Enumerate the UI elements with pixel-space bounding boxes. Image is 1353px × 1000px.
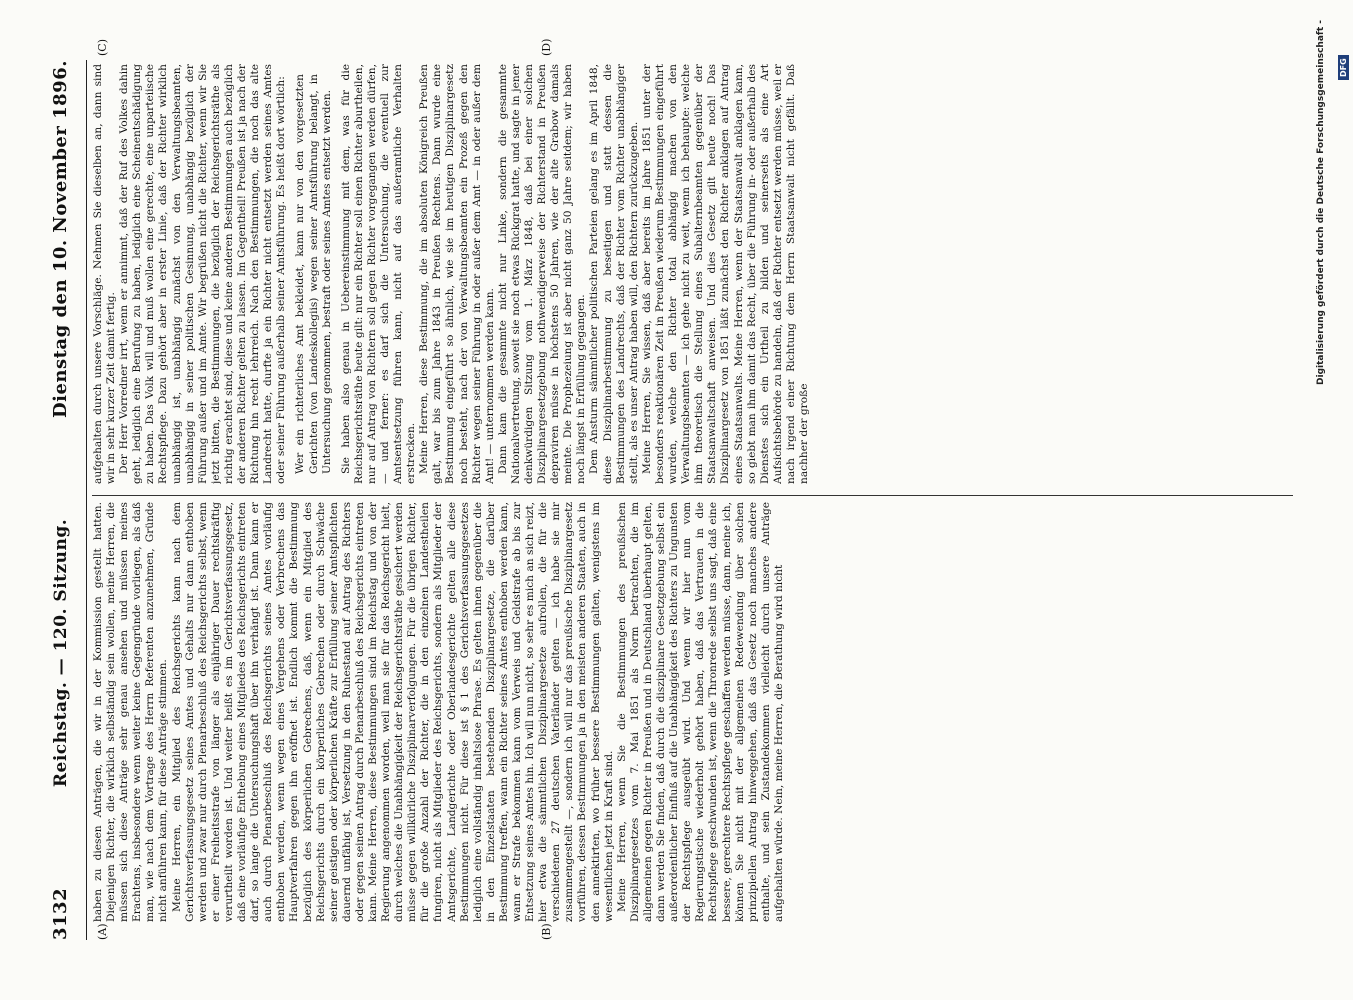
page-header [50,60,80,940]
paragraph: Meine Herren, ein Mitglied des Reichsgerichts kann nach dem Gerichtsverfassungsgesetz seines Amtes und Gehalts nur dann enthoben werden und zwar nur durch Plenarbeschluß des Reichsgerichts selbst, wenn er einer Freiheitsstrafe von länger als einjähriger Dauer rechtskräftig verurtheilt worden ist. Und weiter heißt es im Gerichtsverfassungsgesetz, daß eine vorläufige Enthebung eines Mitgliedes des Reichsgerichts eintreten darf, so lange die Untersuchungshaft über ihn verhängt ist. Dann kann er auch durch Plenarbeschluß des Reichsgerichts seines Amtes vorläufig enthoben werden, wenn wegen eines Vergehens oder Verbrechens das Hauptverfahren gegen ihn eröffnet ist. Endlich kommt die Bestimmung bezüglich des körperlichen Gebrechens, daß, wenn ein Mitglied des Reichsgerichts durch ein körperliches Gebrechen oder durch Schwäche seiner geistigen oder körperlichen Kräfte zur Erfüllung seiner Amtspflichten dauernd unfähig ist, Versetzung in den Ruhestand auf Antrag des Richters oder gegen seinen Antrag durch Plenarbeschluß des Reichsgerichts eintreten kann. Meine Herren, diese Bestimmungen sind im Reichstag und von der Regierung angenommen worden, weil man sie für das Reichsgericht hielt, durch welches die Unabhängigkeit der Reichsgerichtsräthe gesichert werden müsse gegen willkürliche Disziplinarverfolgungen. Für die übrigen Richter, für die große Anzahl der Richter, die in den einzelnen Landestheilen fungiren, nicht als Mitglieder des Reichsgerichts, sondern als Mitglieder der Amtsgerichte, Landgerichte oder Oberlandesgerichte gelten alle diese Bestimmungen nicht. Für diese ist § 1 des Gerichtsverfassungsgesetzes lediglich eine vollständig inhaltslose Phrase. Es gelten ihnen gegenüber die in den Einzelstaaten bestehenden Disziplinargesetze, die darüber Bestimmung treffen, wann ein Richter seines Amtes enthoben werden kann, wann er Strafe bekommen kann vom Verweis und Geldstrafe ab bis zur Entsetzung seines Amtes hin. Ich will nun nicht, so sehr es mich an sich reizt, hier etwa die sämmtlichen Disziplinargesetze aufrollen, die für die verschiedenen 27 deutschen Vaterländer gelten — ich habe sie mir zusammengestellt —, sondern ich will nur das preußische Disziplinargesetz vorführen, dessen Bestimmungen ja in den meisten anderen Staaten, auch in den annektirten, wo früher bessere Bestimmungen galten, wenigstens im wesentlichen jetzt in Kraft sind. [170,502,615,922]
session-date: Dienstag den 10. November 1896. [50,60,71,418]
digitization-credit: Digitalisierung gefördert durch die Deutsche Forschungsgemeinschaft - [1316,20,1326,385]
paragraph: haben zu diesen Anträgen, die wir in der Kommission gestellt hatten. Diejenigen Richter, die wirklich selbständig sein wollen, meine Herren, die müssen sich diese Anträge sehr genau ansehen und müssen meines Erachtens, insbesondere wenn weiter keine Gegengründe vorliegen, als daß man, wie nach dem Vortrage des Herrn Referenten anzunehmen, Gründe nicht anführen kann, für diese Anträge stimmen. [92,502,170,922]
margin-marker-b: (B) [540,923,553,940]
text-column-right [92,64,1293,484]
session-title: Reichstag. — 120. Sitzung. [51,518,71,788]
paragraph: Meine Herren, diese Bestimmung, die im absoluten Königreich Preußen galt, war bis zum Jahre 1843 in Preußen Rechtens. Dann wurde eine Bestimmung eingeführt so ähnlich, wie sie im heutigen Disziplinargesetz noch besteht, nach der von Verwaltungsbeamten ein Prozeß gegen den Richter wegen seiner Führung in oder außer dem Amt — in oder außer dem Amt! — unternommen werden kann. [418,64,496,484]
margin-marker-c: (C) [96,39,109,56]
header-rule [86,60,87,940]
paragraph: Der Herr Vorredner irrt, wenn er annimmt, daß der Ruf des Volkes dahin geht, lediglich eine Berufung zu haben, lediglich eine Scheinentschädigung zu haben. Das Volk will und muß wollen eine gerechte, eine unparteiische Rechtspflege. Dazu gehört aber in erster Linie, daß der Richter wirklich unabhängig ist, unabhängig zunächst von den Verwaltungsbeamten, unabhängig in seiner politischen Gesinnung, unabhängig bezüglich der Führung außer und im Amte. Wir begrüßen nicht die Richter, wenn wir Sie jetzt bitten, die Bestimmungen, die bezüglich der Reichsgerichtsräthe als richtig erachtet sind, diese und keine anderen Bestimmungen auch bezüglich der anderen Richter gelten zu lassen. Im Gegentheil! Preußen ist ja nach der Richtung hin recht lehrreich. Nach den Bestimmungen, die noch das alte Landrecht hatte, durfte ja ein Richter nicht entsetzt werden seines Amtes oder seiner Führung außerhalb seiner Amtsführung. Es heißt dort wörtlich: [118,64,288,484]
paragraph: Meine Herren, wenn Sie die Bestimmungen des preußischen Disziplinargesetzes vom 7. Mai 1851 als Norm betrachten, die im allgemeinen gegen Richter in Preußen und in Deutschland überhaupt gelten, dann werden Sie finden, daß durch die disziplinare Gesetzgebung selbst ein außerordentlicher Einfluß auf die Unabhängigkeit des Richters zu Ungunsten der Rechtspflege ausgeübt wird. Und wenn wir hier nun vom Regierungstische wiederholt gehört haben, daß das Vertrauen in die Rechtspflege geschwunden ist, wenn die Thronrede selbst uns sagt, daß eine bessere, gerechtere Rechtspflege geschaffen werden müsse, dann, meine ich, können Sie nicht mit der allgemeinen Redewendung über solchen prinzipiellen Antrag hinweggehen, daß das Gesetz noch manches andere enthalte, und sein Zustandekommen vielleicht durch unsere Anträge aufgehalten würde. Nein, meine Herren, die Berathung wird nicht [615,502,785,922]
margin-marker-a: (A) [96,923,109,940]
quotation: Wer ein richterliches Amt bekleidet, kann nur von den vorgesetzten Gerichten (von Landeskollegiis) wegen seiner Amtsführung belangt, in Untersuchung genommen, bestraft oder seines Amtes entsetzt werden. [294,74,333,474]
dfg-logo: DFG [1338,55,1349,80]
column-divider [92,495,1293,496]
paragraph: Meine Herren, Sie wissen, daß aber bereits im Jahre 1851 unter der besonders reaktionären Zeit in Preußen wiederum Bestimmungen eingeführt wurden, welche den Richter total abhängig machen von den Verwaltungsbeamten — ich gehe nicht zu weit, wenn ich behaupte: welche ihm theoretisch die Stellung eines Subalternbeamten gegenüber der Staatsanwaltschaft anweisen. Und dies Gesetz gilt heute noch! Das Disziplinargesetz von 1851 läßt zunächst den Richter anklagen auf Antrag eines Staatsanwalts. Meine Herren, wenn der Staatsanwalt anklagen kann, so giebt man ihm damit das Recht, über die Führung in- oder außerhalb des Dienstes sich ein Urtheil zu bilden und seinerseits als eine Art Aufsichtsbehörde zu handeln, daß der Richter entsetzt werden müsse, weil er nach irgend einer Richtung dem Herrn Staatsanwalt nicht gefällt. Daß nachher der große [640,64,810,484]
paragraph: Sie haben also genau in Uebereinstimmung mit dem, was für die Reichsgerichtsräthe heute gilt: nur ein Richter soll einen Richter aburtheilen, nur auf Antrag von Richtern soll gegen Richter vorgegangen werden dürfen, — und ferner: es darf sich die Untersuchung, die eventuell zur Amtsentsetzung führen kann, nicht auf das außeramtliche Verhalten erstrecken. [339,64,418,484]
margin-marker-d: (D) [540,38,553,56]
page-number: 3132 [50,887,71,940]
paragraph: aufgehalten durch unsere Vorschläge. Nehmen Sie dieselben an, dann sind wir in sehr kurzer Zeit damit fertig. [92,64,118,484]
paragraph: Dann kam die gesammte nicht nur Linke, sondern die gesammte Nationalvertretung, soweit sie noch etwas Rückgrat hatte, und sagte in jener denkwürdigen Sitzung vom 1. März 1848, daß bei einer solchen Disziplinargesetzgebung nothwendigerweise der Richterstand in Preußen depraviren müsse in höchstens 50 Jahren, wie der alte Grabow damals meinte. Die Prophezeiung ist aber nicht ganz 50 Jahre seitdem; wir haben noch längst in Erfüllung gegangen. [496,64,588,484]
paragraph: Dem Ansturm sämmtlicher politischen Parteien gelang es im April 1848, diese Disziplinarbestimmung zu beseitigen und statt dessen die Bestimmungen des Landrechts, daß der Richter vom Richter unabhängiger stellt, als es unser Antrag haben will, den Richtern zurückzugeben. [588,64,640,484]
text-column-left [92,502,1293,922]
